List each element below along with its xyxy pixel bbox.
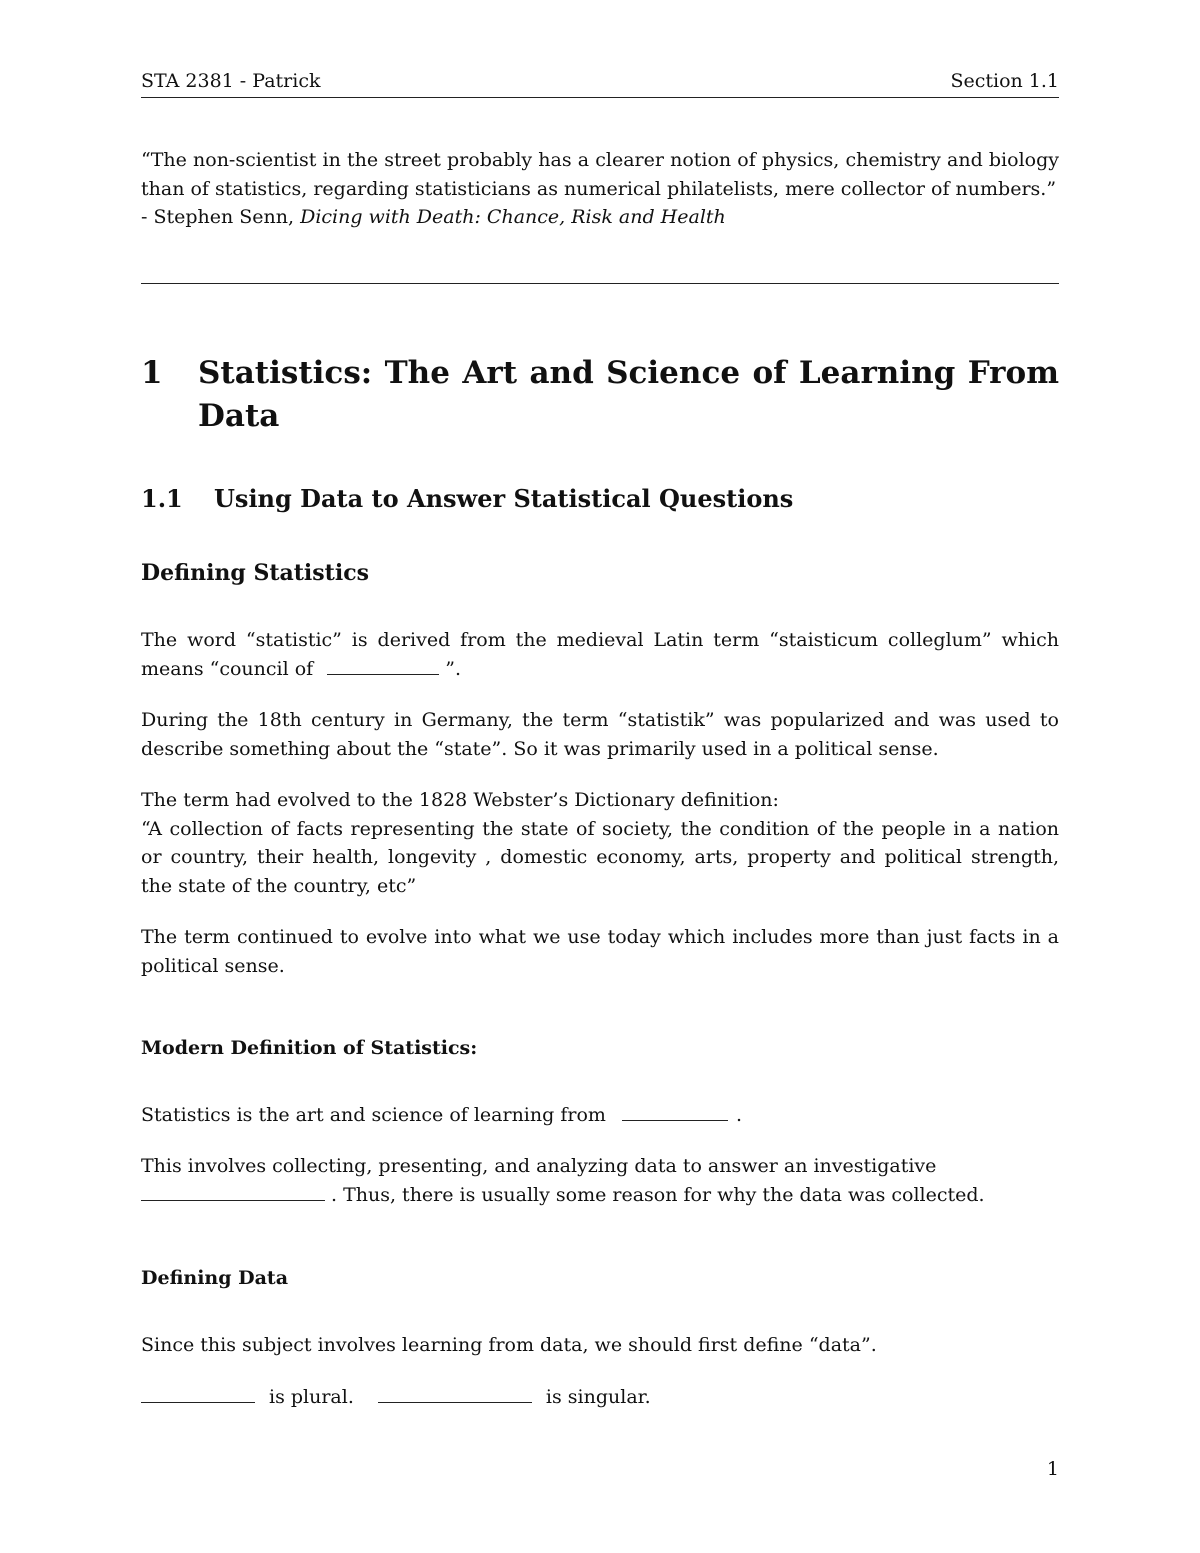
epigraph [141,146,1059,232]
fill-in-blank-investigative[interactable] [141,1182,325,1201]
section-title-text: Using Data to Answer Statistical Questions [214,484,794,513]
chapter-title [141,352,1059,438]
paragraph-investigative [141,1152,1059,1209]
paragraph-origin-text: The word “statistic” is derived from the medieval Latin term “staisticum colleglum” which means “council of [141,629,1059,680]
paragraph-modern-definition [141,1101,1059,1130]
paragraph-webster-quote: “A collection of facts representing the state of society, the condition of the people in a nation or country, their health, longevity , domestic economy, arts, property and political strength, the state of the country, etc” [141,817,1059,897]
epigraph-divider [141,283,1059,284]
paragraph-plural-singular [141,1383,1059,1412]
epigraph-attribution [141,203,1059,232]
singular-text: is singular. [545,1386,651,1408]
investigative-text: This involves collecting, presenting, and analyzing data to answer an investigative [141,1155,937,1177]
document-page [141,0,1059,1553]
paragraph-evolve: The term continued to evolve into what we use today which includes more than just facts in a political sense. [141,926,1059,977]
epigraph-book-title: Dicing with Death: Chance, Risk and Health [300,206,726,228]
paragraph-webster-intro: The term had evolved to the 1828 Webster’s Dictionary definition: [141,789,779,811]
plural-text: is plural. [269,1386,354,1408]
paragraph-18th-century: During the 18th century in Germany, the term “statistik” was popularized and was used to describe something about the “state”. So it was primarily used in a political sense. [141,709,1059,760]
section-number: 1.1 [141,484,183,513]
chapter-number: 1 [141,355,163,391]
fill-in-blank-council[interactable] [327,656,439,675]
subsection-title: Defining Statistics [141,560,369,586]
header-section: Section 1.1 [950,70,1059,92]
page-number: 1 [1046,1458,1059,1480]
investigative-end: . Thus, there is usually some reason for why the data was collected. [331,1183,985,1206]
paragraph-origin [141,626,1059,683]
paragraph-origin-end: ”. [445,657,461,680]
modern-definition-heading: Modern Definition of Statistics: [141,1037,478,1059]
section-title [141,482,793,516]
epigraph-author: - Stephen Senn, [141,206,301,228]
paragraph-define-data: Since this subject involves learning from data, we should first define “data”. [141,1334,877,1356]
paragraph-webster [141,786,1059,900]
fill-in-blank-learning-from[interactable] [622,1102,728,1121]
defining-data-heading: Defining Data [141,1267,288,1289]
epigraph-quote: “The non-scientist in the street probably has a clearer notion of physics, chemistry and biology than of statistics, regarding statisticians as numerical philatelists, mere collector of numbers.” [141,149,1059,200]
modern-definition-text: Statistics is the art and science of learning from [141,1104,606,1126]
header-course: STA 2381 - Patrick [141,70,321,92]
fill-in-blank-singular[interactable] [378,1384,532,1403]
modern-definition-end: . [735,1104,742,1126]
running-header [141,67,1059,98]
chapter-title-text: Statistics: The Art and Science of Learning From Data [198,355,1059,434]
fill-in-blank-plural[interactable] [141,1384,255,1403]
